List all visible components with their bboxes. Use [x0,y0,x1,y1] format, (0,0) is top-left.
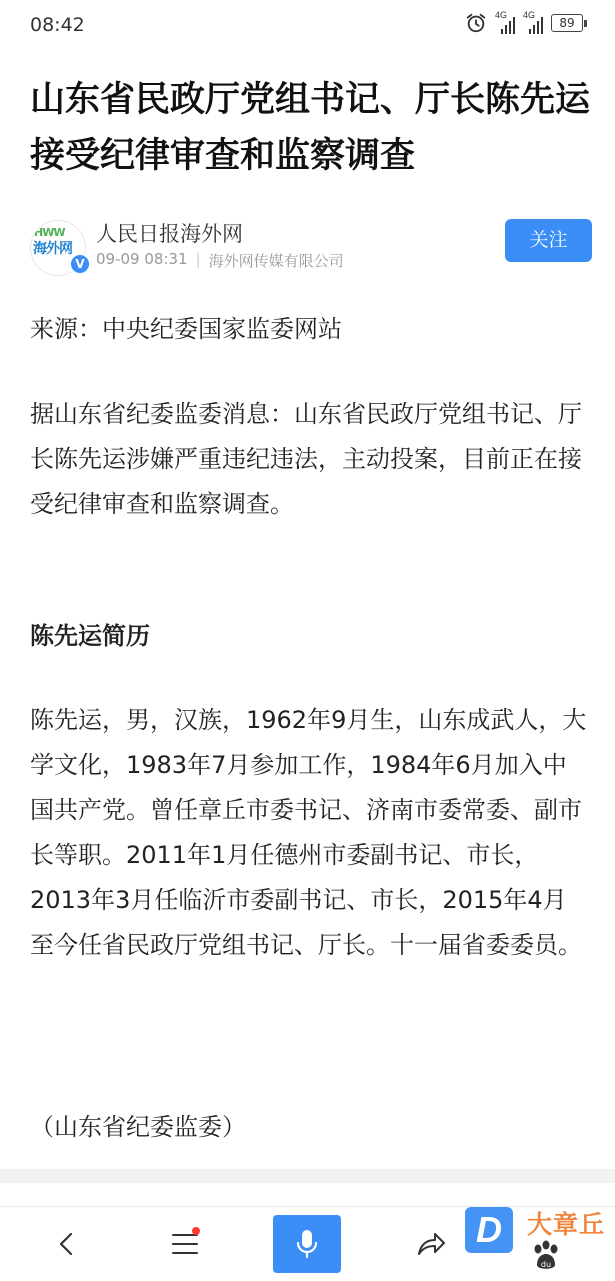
article-footer: （山东省纪委监委） [30,1113,246,1141]
bio-heading: 陈先运简历 [30,622,150,650]
microphone-icon [293,1227,321,1261]
section-divider [0,1169,615,1183]
network-label-2: 4G [523,10,536,20]
watermark-logo-icon: D [465,1207,513,1253]
battery-level: 89 [551,14,583,32]
back-button[interactable] [40,1207,94,1281]
voice-search-button[interactable] [273,1215,341,1273]
network-label: 4G [495,10,508,20]
svg-text:du: du [540,1260,552,1269]
article-paragraph: 据山东省纪委监委消息：山东省民政厅党组书记、厅长陈先运涉嫌严重违纪违法，主动投案，目前正在接受纪律审查和监察调查。 [30,400,582,518]
author-name[interactable]: 人民日报海外网 [96,222,243,246]
menu-button[interactable] [158,1207,212,1281]
alarm-icon [465,12,487,34]
signal-icon-2 [523,12,543,34]
follow-button[interactable]: 关注 [505,219,592,262]
article-source: 来源：中央纪委国家监委网站 [30,315,342,343]
author-meta [96,250,344,271]
meta-separator: | [195,250,201,268]
article-title: 山东省民政厅党组书记、厅长陈先运接受纪律审查和监察调查 [30,80,591,176]
watermark [463,1203,613,1273]
notification-dot [192,1227,200,1235]
status-time: 08:42 [30,14,85,36]
back-icon [53,1230,81,1258]
signal-icon [495,12,515,34]
avatar-logo-text: 海外网 [33,241,72,257]
share-button[interactable] [404,1207,458,1281]
verified-badge-icon: V [70,254,90,274]
avatar-logo-top: HWW [34,226,65,239]
paw-icon [529,1239,563,1273]
status-icons [465,12,587,34]
bio-paragraph: 陈先运，男，汉族，1962年9月生，山东成武人，大学文化，1983年7月参加工作，1984年6月加入中国共产党。曾任章丘市委书记、济南市委常委、副市长等职。2011年1月任德州市委副书记、市长，2013年3月任临沂市委副书记、市长，2015年4月至今任省民政厅党组书记、厅长。十一届省委委员。 [30,706,587,959]
watermark-text: 大章丘 [527,1210,606,1239]
publish-date: 09-09 08:31 [96,250,188,268]
status-bar [0,0,615,50]
battery-icon [551,14,587,32]
author-row [30,218,590,278]
author-organization: 海外网传媒有限公司 [208,252,344,270]
share-icon [415,1230,447,1258]
